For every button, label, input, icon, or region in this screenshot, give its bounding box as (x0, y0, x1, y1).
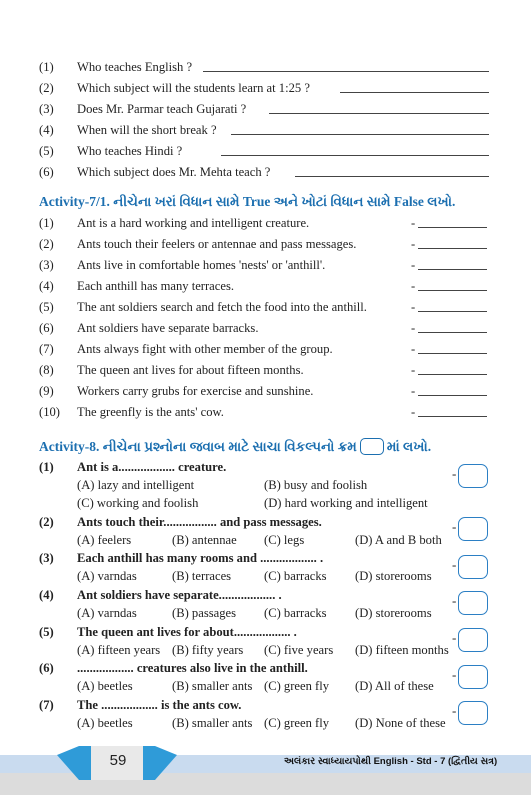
answer-line (295, 176, 489, 177)
statement-text: The ant soldiers search and fetch the food into the anthill. (77, 300, 367, 314)
activity-7-heading: Activity-7/1. નીચેના ખરાં વિધાન સામે True અને ખોટાં વિધાન સામે False લખો. (39, 194, 456, 209)
statement-number: (2) (39, 237, 54, 251)
statement-text: The queen ant lives for about fifteen months. (77, 363, 304, 377)
answer-dash: - (452, 557, 457, 572)
true-false-answer-line (418, 416, 487, 417)
mcq-option: (D) storerooms (355, 569, 432, 583)
answer-line (340, 92, 489, 93)
mcq-option: (B) fifty years (172, 643, 244, 657)
answer-box[interactable] (458, 555, 488, 579)
mcq-option: (D) storerooms (355, 606, 432, 620)
answer-box[interactable] (458, 517, 488, 541)
question-number: (4) (39, 123, 54, 137)
true-false-answer-line (418, 227, 487, 228)
answer-box[interactable] (458, 665, 488, 689)
mcq-number: (3) (39, 551, 54, 565)
statement-number: (8) (39, 363, 54, 377)
answer-dash: - (452, 667, 457, 682)
true-false-answer-line (418, 311, 487, 312)
question-text: Which subject will the students learn at 1:25 ? (77, 81, 310, 95)
statement-number: (1) (39, 216, 54, 230)
question-text: Does Mr. Parmar teach Gujarati ? (77, 102, 247, 116)
answer-dash: - (411, 300, 416, 314)
statement-number: (10) (39, 405, 60, 419)
true-false-answer-line (418, 395, 487, 396)
mcq-option: (D) A and B both (355, 533, 442, 547)
mcq-option: (C) legs (264, 533, 305, 547)
question-text: Who teaches Hindi ? (77, 144, 183, 158)
mcq-option: (B) busy and foolish (264, 478, 368, 492)
answer-dash: - (411, 405, 416, 419)
answer-dash: - (411, 258, 416, 272)
mcq-option: (C) green fly (264, 716, 330, 730)
mcq-option: (B) smaller ants (172, 679, 253, 693)
statement-text: Ant soldiers have separate barracks. (77, 321, 259, 335)
mcq-option: (C) barracks (264, 569, 327, 583)
book-title: અલંકાર સ્વાધ્યાયપોથી English - Std - 7 (દ્વિતીય સત્ર) (284, 756, 498, 767)
statement-text: Ants touch their feelers or antennae and pass messages. (77, 237, 357, 251)
answer-box-symbol (360, 438, 384, 455)
mcq-number: (2) (39, 515, 54, 529)
answer-line (221, 155, 489, 156)
true-false-answer-line (418, 374, 487, 375)
question-text: Who teaches English ? (77, 60, 193, 74)
mcq-option: (A) beetles (77, 679, 133, 693)
mcq-option: (D) None of these (355, 716, 446, 730)
mcq-question-text: The .................. is the ants cow. (77, 698, 242, 712)
mcq-option: (A) fifteen years (77, 643, 161, 657)
true-false-answer-line (418, 248, 487, 249)
mcq-option: (D) All of these (355, 679, 434, 693)
question-number: (2) (39, 81, 54, 95)
question-number: (6) (39, 165, 54, 179)
answer-line (203, 71, 489, 72)
mcq-option: (C) working and foolish (77, 496, 199, 510)
mcq-option: (A) feelers (77, 533, 132, 547)
question-text: Which subject does Mr. Mehta teach ? (77, 165, 271, 179)
mcq-number: (6) (39, 661, 54, 675)
answer-dash: - (411, 237, 416, 251)
mcq-option: (B) smaller ants (172, 716, 253, 730)
mcq-question-text: The queen ant lives for about.................. . (77, 625, 297, 639)
mcq-number: (4) (39, 588, 54, 602)
answer-dash: - (411, 363, 416, 377)
answer-box[interactable] (458, 701, 488, 725)
mcq-option: (B) terraces (172, 569, 232, 583)
answer-dash: - (452, 466, 457, 481)
mcq-question-text: Ant soldiers have separate.................. . (77, 588, 282, 602)
mcq-option: (A) varndas (77, 606, 137, 620)
statement-number: (7) (39, 342, 54, 356)
mcq-option: (C) green fly (264, 679, 330, 693)
question-number: (5) (39, 144, 54, 158)
question-text: When will the short break ? (77, 123, 217, 137)
statement-text: Workers carry grubs for exercise and sunshine. (77, 384, 314, 398)
mcq-option: (B) antennae (172, 533, 237, 547)
mcq-question-text: Ant is a.................. creature. (77, 460, 227, 474)
mcq-option: (D) fifteen months (355, 643, 449, 657)
statement-number: (3) (39, 258, 54, 272)
answer-box[interactable] (458, 464, 488, 488)
mcq-option: (A) lazy and intelligent (77, 478, 195, 492)
statement-text: Ant is a hard working and intelligent creature. (77, 216, 310, 230)
activity-8-heading-text: Activity-8. નીચેના પ્રશ્નોના જવાબ માટે સાચા વિકલ્પનો ક્રમ (39, 439, 357, 454)
question-number: (3) (39, 102, 54, 116)
true-false-answer-line (418, 332, 487, 333)
mcq-number: (5) (39, 625, 54, 639)
mcq-option: (C) five years (264, 643, 334, 657)
answer-line (231, 134, 489, 135)
mcq-number: (7) (39, 698, 54, 712)
answer-box[interactable] (458, 591, 488, 615)
answer-dash: - (452, 519, 457, 534)
question-number: (1) (39, 60, 54, 74)
answer-dash: - (411, 216, 416, 230)
statement-text: Ants live in comfortable homes 'nests' or 'anthill'. (77, 258, 326, 272)
answer-dash: - (452, 630, 457, 645)
statement-text: The greenfly is the ants' cow. (77, 405, 224, 419)
answer-dash: - (411, 342, 416, 356)
mcq-option: (B) passages (172, 606, 237, 620)
true-false-answer-line (418, 353, 487, 354)
mcq-option: (C) barracks (264, 606, 327, 620)
answer-dash: - (452, 703, 457, 718)
statement-number: (4) (39, 279, 54, 293)
answer-line (269, 113, 489, 114)
mcq-option: (D) hard working and intelligent (264, 496, 428, 510)
mcq-option: (A) varndas (77, 569, 137, 583)
true-false-answer-line (418, 290, 487, 291)
mcq-option: (A) beetles (77, 716, 133, 730)
activity-8-heading (39, 438, 431, 456)
answer-dash: - (452, 593, 457, 608)
statement-text: Ants always fight with other member of the group. (77, 342, 333, 356)
answer-dash: - (411, 384, 416, 398)
statement-number: (6) (39, 321, 54, 335)
statement-number: (9) (39, 384, 54, 398)
answer-dash: - (411, 321, 416, 335)
statement-number: (5) (39, 300, 54, 314)
answer-box[interactable] (458, 628, 488, 652)
mcq-question-text: Each anthill has many rooms and .................. . (77, 551, 324, 565)
mcq-number: (1) (39, 460, 54, 474)
true-false-answer-line (418, 269, 487, 270)
mcq-question-text: .................. creatures also live in the anthill. (77, 661, 308, 675)
answer-dash: - (411, 279, 416, 293)
page-number: 59 (109, 752, 127, 769)
mcq-question-text: Ants touch their................. and pass messages. (77, 515, 322, 529)
statement-text: Each anthill has many terraces. (77, 279, 235, 293)
activity-8-heading-suffix: માં લખો. (386, 439, 432, 454)
